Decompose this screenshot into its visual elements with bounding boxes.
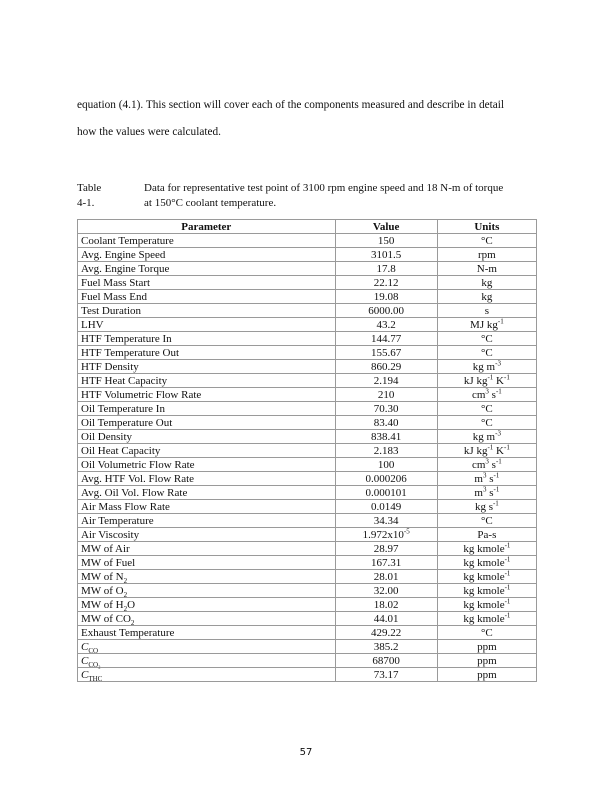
cell-parameter: [78, 458, 336, 472]
superscript: 3: [485, 456, 489, 465]
cell-value: [335, 402, 437, 416]
table-row: [78, 612, 537, 626]
cell-units: [437, 472, 536, 486]
text-segment: MW of O: [81, 584, 124, 597]
text-segment: m: [474, 486, 483, 499]
superscript: -3: [495, 358, 501, 367]
caption-text-line-1: Data for representative test point of 3100 rpm engine speed and 18 N-m of torque: [144, 182, 504, 194]
cell-units: [437, 668, 536, 682]
cell-value: [335, 262, 437, 276]
subscript: 2: [130, 618, 135, 627]
text-segment: s: [484, 304, 490, 317]
header-parameter: Parameter: [78, 220, 336, 234]
text-segment: 1.972x10: [362, 528, 404, 541]
cell-units: [437, 430, 536, 444]
header-value: Value: [335, 220, 437, 234]
table-row: [78, 276, 537, 290]
cell-value: [335, 332, 437, 346]
cell-parameter: [78, 514, 336, 528]
superscript: -1: [504, 540, 511, 549]
text-segment: 6000.00: [368, 304, 405, 317]
table-row: [78, 248, 537, 262]
cell-parameter: [78, 262, 336, 276]
superscript: -1: [492, 498, 499, 507]
text-segment: N-m: [476, 262, 497, 275]
text-segment: Avg. HTF Vol. Flow Rate: [81, 472, 195, 485]
cell-parameter: [78, 402, 336, 416]
text-segment: kg: [481, 276, 493, 289]
cell-value: [335, 360, 437, 374]
text-segment: Exhaust Temperature: [81, 626, 175, 639]
cell-parameter: [78, 276, 336, 290]
text-segment: °C: [481, 402, 493, 415]
text-segment: MW of H: [81, 598, 124, 611]
text-segment: 155.67: [371, 346, 402, 359]
cell-parameter: [78, 416, 336, 430]
table-row: [78, 528, 537, 542]
table-row: [78, 360, 537, 374]
text-segment: 18.02: [373, 598, 399, 611]
cell-parameter: [78, 430, 336, 444]
text-segment: s: [486, 472, 494, 485]
cell-parameter: [78, 542, 336, 556]
cell-units: [437, 360, 536, 374]
cell-value: [335, 514, 437, 528]
text-segment: 19.08: [373, 290, 399, 303]
text-segment: HTF Volumetric Flow Rate: [81, 388, 202, 401]
text-segment: HTF Heat Capacity: [81, 374, 168, 387]
table-row: [78, 556, 537, 570]
superscript: -3: [495, 428, 501, 437]
cell-value: [335, 528, 437, 542]
cell-value: [335, 388, 437, 402]
text-segment: MW of N: [81, 570, 124, 583]
cell-parameter: [78, 332, 336, 346]
text-segment: 68700: [372, 654, 400, 667]
text-segment: 43.2: [376, 318, 396, 331]
text-segment: MW of Air: [81, 542, 130, 555]
text-segment: Test Duration: [81, 304, 142, 317]
cell-value: [335, 276, 437, 290]
text-segment: MW of Fuel: [81, 556, 136, 569]
cell-units: [437, 262, 536, 276]
cell-parameter: [78, 360, 336, 374]
text-segment: m: [474, 472, 483, 485]
cell-value: [335, 612, 437, 626]
text-segment: 3101.5: [371, 248, 402, 261]
cell-units: [437, 556, 536, 570]
text-segment: Oil Density: [81, 430, 133, 443]
cell-value: [335, 472, 437, 486]
text-segment: LHV: [81, 318, 104, 331]
table-row: [78, 626, 537, 640]
cell-units: [437, 528, 536, 542]
cell-units: [437, 388, 536, 402]
text-segment: s: [488, 388, 496, 401]
text-segment: cm: [471, 388, 486, 401]
text-segment: kg kmole: [463, 542, 505, 555]
text-segment: 144.77: [371, 332, 402, 345]
cell-units: [437, 444, 536, 458]
cell-parameter: [78, 612, 336, 626]
subscript: 2: [123, 576, 128, 585]
text-segment: kg kmole: [463, 570, 505, 583]
superscript: -5: [403, 526, 410, 535]
superscript: -1: [504, 554, 511, 563]
cell-units: [437, 346, 536, 360]
table-row: [78, 318, 537, 332]
text-segment: 0.000101: [365, 486, 407, 499]
cell-units: [437, 458, 536, 472]
table-row: [78, 542, 537, 556]
text-segment: 44.01: [373, 612, 399, 625]
superscript: -1: [487, 372, 494, 381]
superscript: -1: [493, 484, 500, 493]
text-segment: Air Temperature: [81, 514, 154, 527]
text-segment: Avg. Oil Vol. Flow Rate: [81, 486, 188, 499]
cell-units: [437, 234, 536, 248]
table-row: [78, 234, 537, 248]
text-segment: 0.0149: [371, 500, 402, 513]
italic-symbol: C: [81, 640, 89, 653]
text-segment: HTF Density: [81, 360, 139, 373]
table-row: [78, 402, 537, 416]
text-segment: 838.41: [371, 430, 402, 443]
table-row: [78, 654, 537, 668]
cell-parameter: [78, 598, 336, 612]
text-segment: kg kmole: [463, 556, 505, 569]
text-segment: 385.2: [373, 640, 399, 653]
cell-value: [335, 584, 437, 598]
table-row: [78, 598, 537, 612]
cell-value: [335, 640, 437, 654]
subscript: THC: [88, 674, 103, 683]
subscript: CO₂: [88, 660, 101, 669]
superscript: 3: [482, 470, 487, 479]
cell-parameter: [78, 290, 336, 304]
text-segment: 2.194: [373, 374, 399, 387]
text-segment: °C: [481, 346, 493, 359]
text-segment: Avg. Engine Torque: [81, 262, 170, 275]
text-segment: K: [493, 444, 504, 457]
text-segment: HTF Temperature In: [81, 332, 172, 345]
text-segment: kg kmole: [463, 598, 505, 611]
text-segment: 22.12: [373, 276, 399, 289]
cell-parameter: [78, 486, 336, 500]
text-segment: 34.34: [373, 514, 399, 527]
cell-units: [437, 598, 536, 612]
text-segment: Fuel Mass Start: [81, 276, 151, 289]
cell-parameter: [78, 444, 336, 458]
data-table: [77, 219, 537, 682]
text-segment: 28.01: [373, 570, 399, 583]
text-segment: °C: [481, 332, 493, 345]
cell-units: [437, 570, 536, 584]
text-segment: MJ kg: [470, 318, 498, 331]
text-segment: 17.8: [376, 262, 396, 275]
text-segment: kg kmole: [463, 584, 505, 597]
text-segment: kg m: [472, 430, 496, 443]
cell-parameter: [78, 626, 336, 640]
text-segment: °C: [481, 234, 493, 247]
text-segment: MW of CO: [81, 612, 131, 625]
text-segment: 70.30: [373, 402, 399, 415]
cell-parameter: [78, 528, 336, 542]
text-segment: Air Viscosity: [81, 528, 140, 541]
cell-parameter: [78, 248, 336, 262]
cell-value: [335, 458, 437, 472]
cell-parameter: [78, 304, 336, 318]
cell-units: [437, 654, 536, 668]
cell-value: [335, 626, 437, 640]
superscript: 3: [485, 386, 489, 395]
text-segment: s: [488, 458, 496, 471]
text-segment: 32.00: [373, 584, 399, 597]
text-segment: 100: [377, 458, 395, 471]
cell-parameter: [78, 388, 336, 402]
body-text-line-2: how the values were calculated.: [77, 126, 221, 138]
page-number: 57: [299, 747, 313, 758]
text-segment: Air Mass Flow Rate: [81, 500, 170, 513]
cell-units: [437, 290, 536, 304]
text-segment: O: [127, 598, 136, 611]
subscript: 2: [123, 590, 128, 599]
text-segment: kJ kg: [463, 374, 488, 387]
text-segment: ppm: [477, 654, 497, 667]
table-row: [78, 262, 537, 276]
table-header-row: [78, 220, 537, 234]
table-row: [78, 444, 537, 458]
superscript: -1: [493, 470, 500, 479]
cell-value: [335, 598, 437, 612]
cell-units: [437, 304, 536, 318]
table-row: [78, 514, 537, 528]
cell-parameter: [78, 346, 336, 360]
text-segment: Oil Volumetric Flow Rate: [81, 458, 195, 471]
text-segment: °C: [481, 514, 493, 527]
table-row: [78, 570, 537, 584]
cell-value: [335, 290, 437, 304]
header-units: Units: [437, 220, 536, 234]
text-segment: kg kmole: [463, 612, 505, 625]
cell-parameter: [78, 318, 336, 332]
superscript: -1: [497, 316, 504, 325]
cell-parameter: [78, 584, 336, 598]
text-segment: rpm: [478, 248, 496, 261]
cell-value: [335, 234, 437, 248]
text-segment: 73.17: [373, 668, 399, 681]
cell-units: [437, 640, 536, 654]
text-segment: Oil Temperature Out: [81, 416, 173, 429]
cell-units: [437, 402, 536, 416]
italic-symbol: C: [81, 654, 89, 667]
cell-parameter: [78, 654, 336, 668]
cell-value: [335, 304, 437, 318]
text-segment: Oil Temperature In: [81, 402, 165, 415]
caption-label: Table 4-1.: [77, 182, 102, 209]
table-row: [78, 668, 537, 682]
table-row: [78, 640, 537, 654]
caption-text-line-2: at 150°C coolant temperature.: [144, 197, 277, 209]
text-segment: 167.31: [371, 556, 402, 569]
subscript: CO: [88, 646, 99, 655]
superscript: -1: [495, 456, 502, 465]
text-segment: 860.29: [371, 360, 402, 373]
cell-units: [437, 500, 536, 514]
cell-value: [335, 346, 437, 360]
text-segment: 429.22: [371, 626, 402, 639]
cell-parameter: [78, 500, 336, 514]
superscript: -1: [487, 442, 494, 451]
cell-parameter: [78, 668, 336, 682]
text-segment: HTF Temperature Out: [81, 346, 180, 359]
table-row: [78, 416, 537, 430]
table-row: [78, 500, 537, 514]
cell-units: [437, 486, 536, 500]
cell-units: [437, 374, 536, 388]
cell-parameter: [78, 234, 336, 248]
table-row: [78, 332, 537, 346]
text-segment: Fuel Mass End: [81, 290, 147, 303]
table-row: [78, 374, 537, 388]
superscript: -1: [504, 568, 511, 577]
text-segment: kg m: [472, 360, 496, 373]
superscript: -1: [504, 582, 511, 591]
text-segment: kg s: [474, 500, 493, 513]
cell-parameter: [78, 374, 336, 388]
text-segment: Coolant Temperature: [81, 234, 174, 247]
text-segment: K: [493, 374, 504, 387]
cell-units: [437, 416, 536, 430]
text-segment: Pa-s: [477, 528, 497, 541]
text-segment: 2.183: [373, 444, 399, 457]
subscript: 2: [123, 604, 128, 613]
table-row: [78, 430, 537, 444]
table-row: [78, 304, 537, 318]
cell-value: [335, 542, 437, 556]
cell-value: [335, 556, 437, 570]
table-row: [78, 486, 537, 500]
superscript: -1: [504, 442, 510, 451]
text-segment: 0.000206: [365, 472, 407, 485]
superscript: -1: [495, 386, 502, 395]
table-row: [78, 346, 537, 360]
cell-value: [335, 500, 437, 514]
cell-parameter: [78, 640, 336, 654]
cell-units: [437, 542, 536, 556]
cell-value: [335, 668, 437, 682]
text-segment: 28.97: [373, 542, 399, 555]
cell-value: [335, 318, 437, 332]
cell-units: [437, 248, 536, 262]
cell-parameter: [78, 570, 336, 584]
cell-value: [335, 430, 437, 444]
text-segment: 150: [377, 234, 395, 247]
cell-value: [335, 654, 437, 668]
cell-parameter: [78, 472, 336, 486]
superscript: -1: [504, 610, 511, 619]
text-segment: kJ kg: [463, 444, 488, 457]
text-segment: Avg. Engine Speed: [81, 248, 166, 261]
text-segment: kg: [481, 290, 493, 303]
text-segment: °C: [481, 416, 493, 429]
superscript: 3: [482, 484, 487, 493]
text-segment: Oil Heat Capacity: [81, 444, 161, 457]
text-segment: cm: [471, 458, 486, 471]
table-row: [78, 388, 537, 402]
cell-units: [437, 318, 536, 332]
text-segment: °C: [481, 626, 493, 639]
text-segment: ppm: [477, 668, 497, 681]
body-text-line-1: equation (4.1). This section will cover each of the components measured and describe in detail: [77, 99, 505, 111]
cell-parameter: [78, 556, 336, 570]
italic-symbol: C: [81, 668, 89, 681]
cell-units: [437, 276, 536, 290]
text-segment: s: [486, 486, 494, 499]
superscript: -1: [504, 596, 511, 605]
table-row: [78, 472, 537, 486]
table-row: [78, 458, 537, 472]
text-segment: ppm: [477, 640, 497, 653]
cell-value: [335, 486, 437, 500]
cell-value: [335, 444, 437, 458]
cell-value: [335, 248, 437, 262]
table-row: [78, 290, 537, 304]
cell-units: [437, 612, 536, 626]
cell-value: [335, 570, 437, 584]
text-segment: 83.40: [373, 416, 399, 429]
cell-units: [437, 626, 536, 640]
text-segment: 210: [377, 388, 395, 401]
cell-value: [335, 374, 437, 388]
cell-units: [437, 332, 536, 346]
superscript: -1: [504, 372, 510, 381]
cell-units: [437, 514, 536, 528]
cell-units: [437, 584, 536, 598]
table-row: [78, 584, 537, 598]
cell-value: [335, 416, 437, 430]
